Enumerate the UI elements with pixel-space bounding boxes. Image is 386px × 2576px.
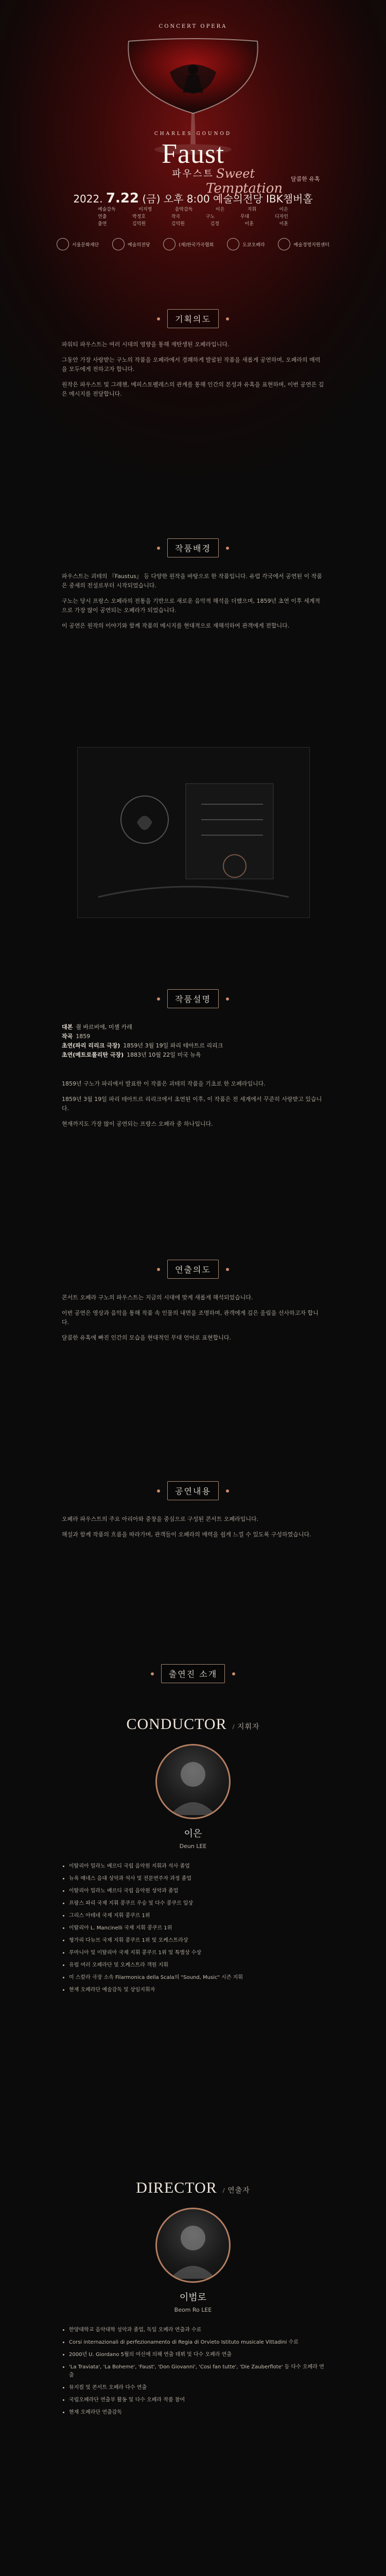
bullet-dot-icon xyxy=(157,1268,160,1271)
name-kr: 이은 xyxy=(184,1828,202,1839)
section-title: 작품설명 xyxy=(167,989,219,1008)
info-row xyxy=(62,1041,324,1050)
work-info xyxy=(62,1023,324,1060)
section-title: 출연진 소개 xyxy=(161,1664,225,1683)
subtitle-script-2: Temptation xyxy=(206,181,283,196)
director-portrait xyxy=(155,2208,231,2283)
info-row xyxy=(62,1023,324,1032)
sponsor-logo xyxy=(112,238,150,250)
credit-text: 출연 xyxy=(98,222,107,227)
info-row xyxy=(62,1050,324,1060)
credit-text: 이훈 xyxy=(244,222,254,227)
info-key: 작곡 xyxy=(62,1033,73,1040)
info-value: 1859 xyxy=(76,1033,91,1040)
section-text-performance xyxy=(62,1515,324,1546)
bullet-dot-icon xyxy=(226,1268,229,1271)
bio-item: • 미 스칼라 극장 소속 Filarmonica della Scala의 "Sound, Music" 시즌 지휘 xyxy=(69,1974,324,1982)
role-en: DIRECTOR xyxy=(136,2179,217,2196)
credits-row xyxy=(98,206,288,213)
credit-text: 구노 xyxy=(205,214,215,219)
bio-item: • 이탈리아 밀라노 베르디 국립 음악원 지휘과 석사 졸업 xyxy=(69,1862,324,1871)
logo-mark-icon xyxy=(278,238,290,250)
credits-row xyxy=(98,221,288,228)
paragraph: 1859년 3월 19일 파리 테아트르 리리크에서 초연된 이후, 이 작품은 전 세계에서 꾸준히 사랑받고 있습니다. xyxy=(62,1096,322,1112)
logo-mark-icon xyxy=(57,238,69,250)
name-kr: 이범로 xyxy=(179,2292,207,2303)
paragraph: 파워티 파우스트는 여러 시대의 영향을 통해 재탄생된 오페라입니다. xyxy=(62,341,230,348)
credit-text: 디자인 xyxy=(274,214,288,219)
bio-item: • 루마니아 및 이탈리아 국제 지휘 콩쿠르 1위 및 특별상 수상 xyxy=(69,1949,324,1957)
director-name xyxy=(0,2290,386,2313)
credit-text: 김덕원 xyxy=(171,222,185,227)
paragraph: 이 공연은 원작의 이야기와 함께 작품의 메시지를 현대적으로 재해석하여 관객에게 전합니다. xyxy=(62,622,290,629)
bio-list xyxy=(62,1862,324,1994)
director-heading xyxy=(0,2179,386,2197)
credit-text: 이훈 xyxy=(279,222,288,227)
logo-text: (재)한국가곡협회 xyxy=(179,242,214,248)
bio-item: • 현재 오페라단 예술감독 및 상임지휘자 xyxy=(69,1986,324,1994)
role-kr: / 지휘자 xyxy=(232,1723,260,1731)
section-badge xyxy=(0,1260,386,1279)
credit-text: 작곡 xyxy=(171,214,181,219)
bullet-dot-icon xyxy=(226,317,229,320)
info-value: 1883년 10월 22일 미국 뉴욕 xyxy=(127,1052,201,1058)
bio-item: • 'La Traviata', 'La Boheme', 'Faust', 'Don Giovanni', 'Cosi fan tutte', 'Die Zauberflote' 등 다수 오페라 연출 xyxy=(69,2363,324,2380)
credits-row xyxy=(98,213,288,221)
date-line xyxy=(0,191,386,206)
info-key: 대본 xyxy=(62,1024,73,1030)
paragraph: 그동안 가장 사랑받는 구노의 작품을 오페라에서 경쾌하게 발굴된 작품을 새롭게 공연하며, 오페라의 매력을 모두에게 전하고자 합니다. xyxy=(62,357,321,372)
conductor-bio xyxy=(62,1862,324,1998)
section-header-plan xyxy=(0,309,386,328)
credit-text: 김덕원 xyxy=(132,222,146,227)
conductor-portrait xyxy=(155,1744,231,1819)
section-badge xyxy=(0,989,386,1008)
person-icon xyxy=(157,1745,229,1818)
vintage-illustration xyxy=(78,748,309,918)
sponsor-logo xyxy=(57,238,99,250)
logo-text: 예술경영지원센터 xyxy=(293,242,329,248)
section-title: 작품배경 xyxy=(167,538,219,557)
section-text-background xyxy=(62,572,324,637)
role-en: CONDUCTOR xyxy=(126,1716,227,1733)
info-row xyxy=(62,1032,324,1041)
section-header-performers xyxy=(0,1664,386,1683)
logo-text: 도쿄오페라 xyxy=(242,242,265,248)
credit-text: 김정 xyxy=(210,222,219,227)
person-icon xyxy=(157,2209,229,2281)
section-title: 기획의도 xyxy=(167,309,219,328)
bio-item: • Corsi internazionali di perfezionamento di Regia di Orvieto Istituto musicale Vittadini 수료 xyxy=(69,2338,324,2347)
paragraph: 달콤한 유혹에 빠진 인간의 모습을 현대적인 무대 언어로 표현합니다. xyxy=(62,1334,231,1341)
sponsor-logo xyxy=(278,238,329,250)
bio-item: • 뮤지컬 및 콘서트 오페라 다수 연출 xyxy=(69,2384,324,2392)
date-paren: (금) xyxy=(142,193,161,205)
bio-item: • 이탈리아 밀라노 베르디 국립 음악원 성악과 졸업 xyxy=(69,1887,324,1895)
subtitle-kr: 달콤한 유혹 xyxy=(291,176,320,182)
section-header-background xyxy=(0,538,386,557)
logo-text: 예술의전당 xyxy=(128,242,150,248)
tagline: CONCERT OPERA xyxy=(159,24,227,29)
bullet-dot-icon xyxy=(226,547,229,550)
credit-text: 음악감독 xyxy=(174,207,193,212)
info-value: 쥘 바르비에, 미셸 카레 xyxy=(76,1024,132,1030)
date-time: 오후 8:00 xyxy=(163,193,210,205)
conductor-heading xyxy=(0,1716,386,1733)
role-kr: / 연출자 xyxy=(222,2187,250,2195)
section-badge xyxy=(0,1664,386,1683)
credit-text: 박정호 xyxy=(132,214,146,219)
sponsor-logos xyxy=(57,238,329,250)
poster-header xyxy=(0,0,386,248)
title-kr: 파우스트 xyxy=(172,168,214,179)
section-text-explain xyxy=(62,1079,324,1135)
bullet-dot-icon xyxy=(157,317,160,320)
director-bio xyxy=(62,2326,324,2421)
title-small: CHARLES GOUNOD xyxy=(154,131,232,137)
section-text-direction xyxy=(62,1293,324,1349)
section-badge xyxy=(0,538,386,557)
bullet-dot-icon xyxy=(226,997,229,1001)
paragraph: 1859년 구노가 파리에서 발표한 이 작품은 괴테의 작품을 기초로 한 오페라입니다. xyxy=(62,1080,266,1087)
bullet-dot-icon xyxy=(157,547,160,550)
conductor-name xyxy=(0,1826,386,1850)
bullet-dot-icon xyxy=(151,1672,154,1675)
logo-mark-icon xyxy=(163,238,176,250)
credit-text: 이은 xyxy=(279,207,288,212)
paragraph: 오페라 파우스트의 주요 아리아와 중창을 중심으로 구성된 콘서트 오페라입니다. xyxy=(62,1516,259,1522)
bio-item: • 프랑스 파리 국제 지휘 콩쿠르 우승 및 다수 콩쿠르 입상 xyxy=(69,1900,324,1908)
bio-item: • 국립오페라단 연출부 활동 및 다수 오페라 작품 참여 xyxy=(69,2396,324,2404)
paragraph: 이번 공연은 영상과 음악을 통해 작품 속 인물의 내면을 조명하며, 관객에게 깊은 울림을 선사하고자 합니다. xyxy=(62,1310,319,1326)
info-key: 초연(메트로폴리탄 극장) xyxy=(62,1052,124,1058)
paragraph: 콘서트 오페라 구노의 파우스트는 지금의 시대에 맞게 새롭게 해석되었습니다. xyxy=(62,1294,253,1301)
title-en: Faust xyxy=(161,138,225,169)
paragraph: 현재까지도 가장 많이 공연되는 프랑스 오페라 중 하나입니다. xyxy=(62,1121,213,1127)
logo-text: 서울문화재단 xyxy=(72,242,99,248)
paragraph: 해설과 함께 작품의 흐름을 따라가며, 관객들이 오페라의 매력을 쉽게 느낄 수 있도록 구성하였습니다. xyxy=(62,1531,311,1538)
section-badge xyxy=(0,1481,386,1500)
credit-text: 연출 xyxy=(98,214,107,219)
date-main: 7.22 xyxy=(106,191,139,206)
sponsor-logo xyxy=(227,238,265,250)
credit-text: 예술감독 xyxy=(98,207,116,212)
section-text-plan xyxy=(62,340,324,405)
paragraph: 구노는 당시 프랑스 오페라의 전통을 기반으로 새로운 음악적 해석을 더했으며, 1859년 초연 이후 세계적으로 가장 많이 공연되는 오페라가 되었습니다. xyxy=(62,598,320,614)
logo-mark-icon xyxy=(227,238,239,250)
venue: 예술의전당 IBK챔버홀 xyxy=(213,193,313,205)
bio-item: • 형가리 다뉴브 국제 지휘 콩쿠르 1위 및 오케스트라상 xyxy=(69,1937,324,1945)
background-illustration xyxy=(77,747,310,918)
title-block xyxy=(0,131,386,196)
credit-text: 지휘 xyxy=(247,207,257,212)
bio-item: • 이탈리아 L. Mancinelli 국제 지휘 콩쿠르 1위 xyxy=(69,1924,324,1933)
logo-mark-icon xyxy=(112,238,125,250)
info-key: 초연(파리 리리크 극장) xyxy=(62,1042,120,1049)
date-prefix: 2022. xyxy=(73,193,103,205)
paragraph: 원작은 파우스트 및 그레첸, 메피스토펠레스의 관계를 통해 인간의 본성과 유혹을 표현하며, 이번 공연은 깊은 메시지를 전달합니다. xyxy=(62,381,324,397)
credit-text: 이은 xyxy=(215,207,225,212)
section-title: 연출의도 xyxy=(167,1260,219,1279)
bullet-dot-icon xyxy=(157,1489,160,1493)
bio-item: • 한양대학교 음악대학 성악과 졸업, 독일 오페라 연출과 수료 xyxy=(69,2326,324,2334)
bio-item: • 그리스 아테네 국제 지휘 콩쿠르 1위 xyxy=(69,1912,324,1920)
sponsor-logo xyxy=(163,238,214,250)
bio-list xyxy=(62,2326,324,2417)
section-header-explain xyxy=(0,989,386,1008)
bio-item: • 현재 오페라단 연출감독 xyxy=(69,2409,324,2417)
bullet-dot-icon xyxy=(226,1489,229,1493)
name-en: Deun LEE xyxy=(179,1843,207,1850)
name-en: Beom Ro LEE xyxy=(174,2307,212,2313)
bio-item: • 유럽 여러 오페라단 및 오케스트라 객원 지휘 xyxy=(69,1961,324,1970)
bio-item: • 뉴욕 매네스 음대 성악과 석사 및 전문연주자 과정 졸업 xyxy=(69,1875,324,1883)
credit-text: 무대 xyxy=(240,214,250,219)
paragraph: 파우스트는 괴테의 『Faustus』 등 다양한 원작을 바탕으로 한 작품입니다. 유럽 각국에서 공연된 이 작품은 중세의 전설로부터 시작되었습니다. xyxy=(62,573,322,589)
credits xyxy=(98,206,288,228)
section-header-performance xyxy=(0,1481,386,1500)
info-value: 1859년 3월 19일 파리 테아트르 리리크 xyxy=(123,1042,223,1049)
section-badge xyxy=(0,309,386,328)
bullet-dot-icon xyxy=(232,1672,235,1675)
section-title: 공연내용 xyxy=(167,1481,219,1500)
credit-text: 이지영 xyxy=(138,207,152,212)
bio-item: • 2000년 U. Giordano 5월의 여신에 의해 연출 데뷔 및 다수 오페라 연출 xyxy=(69,2351,324,2359)
subtitle-script-1: Sweet xyxy=(216,166,255,181)
bullet-dot-icon xyxy=(157,997,160,1001)
section-header-direction xyxy=(0,1260,386,1279)
